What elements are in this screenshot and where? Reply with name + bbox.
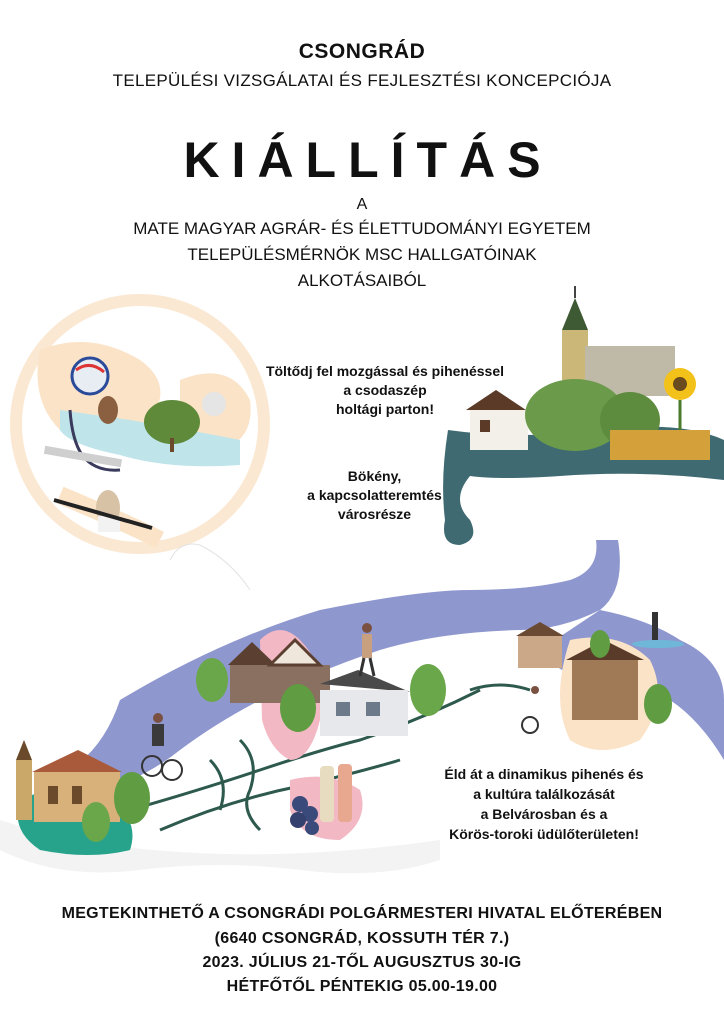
article-a: A [356,196,368,213]
bokeny-line-1: Bökény, [347,468,402,484]
riverside-line-2: a csodaszép [343,382,427,398]
riverside-circle [16,300,264,548]
riverside-line-3: holtági parton! [336,401,434,417]
hours-text: HÉTFŐTŐL PÉNTEKIG 05.00-19.00 [226,978,498,995]
exhibition-title: KIÁLLÍTÁS [183,132,553,188]
downtown-tagline [404,764,684,844]
university-line-1: MATE MAGYAR AGRÁR- ÉS ÉLETTUDOMÁNYI EGYETEM [133,219,591,238]
riverside-tagline [250,362,520,419]
downtown-line-1: Éld át a dinamikus pihenés és [444,766,644,782]
downtown-line-2: a kultúra találkozását [473,786,615,802]
city-title: CSONGRÁD [298,40,426,63]
downtown-line-3: a Belvárosban és a [480,806,608,822]
address-text: (6640 CSONGRÁD, KOSSUTH TÉR 7.) [214,930,510,947]
wine-grapes [290,764,363,840]
dates-text: 2023. JÚLIUS 21-TŐL AUGUSZTUS 30-IG [202,954,522,971]
concept-subtitle: TELEPÜLÉSI VIZSGÁLATAI ÉS FEJLESZTÉSI KONCEPCIÓJA [112,71,612,90]
bokeny-line-3: városrésze [337,506,412,522]
riverside-line-1: Töltődj fel mozgással és pihenéssel [265,363,505,379]
bokeny-tagline [262,467,487,524]
downtown-line-4: Körös-toroki üdülőterületen! [449,826,639,842]
venue-text: MEGTEKINTHETŐ A CSONGRÁDI POLGÁRMESTERI HIVATAL ELŐTERÉBEN [61,905,663,922]
university-line-3: ALKOTÁSAIBÓL [297,271,427,290]
university-line-2: TELEPÜLÉSMÉRNÖK MSC HALLGATÓINAK [187,245,537,264]
bokeny-line-2: a kapcsolatteremtés [307,487,442,503]
